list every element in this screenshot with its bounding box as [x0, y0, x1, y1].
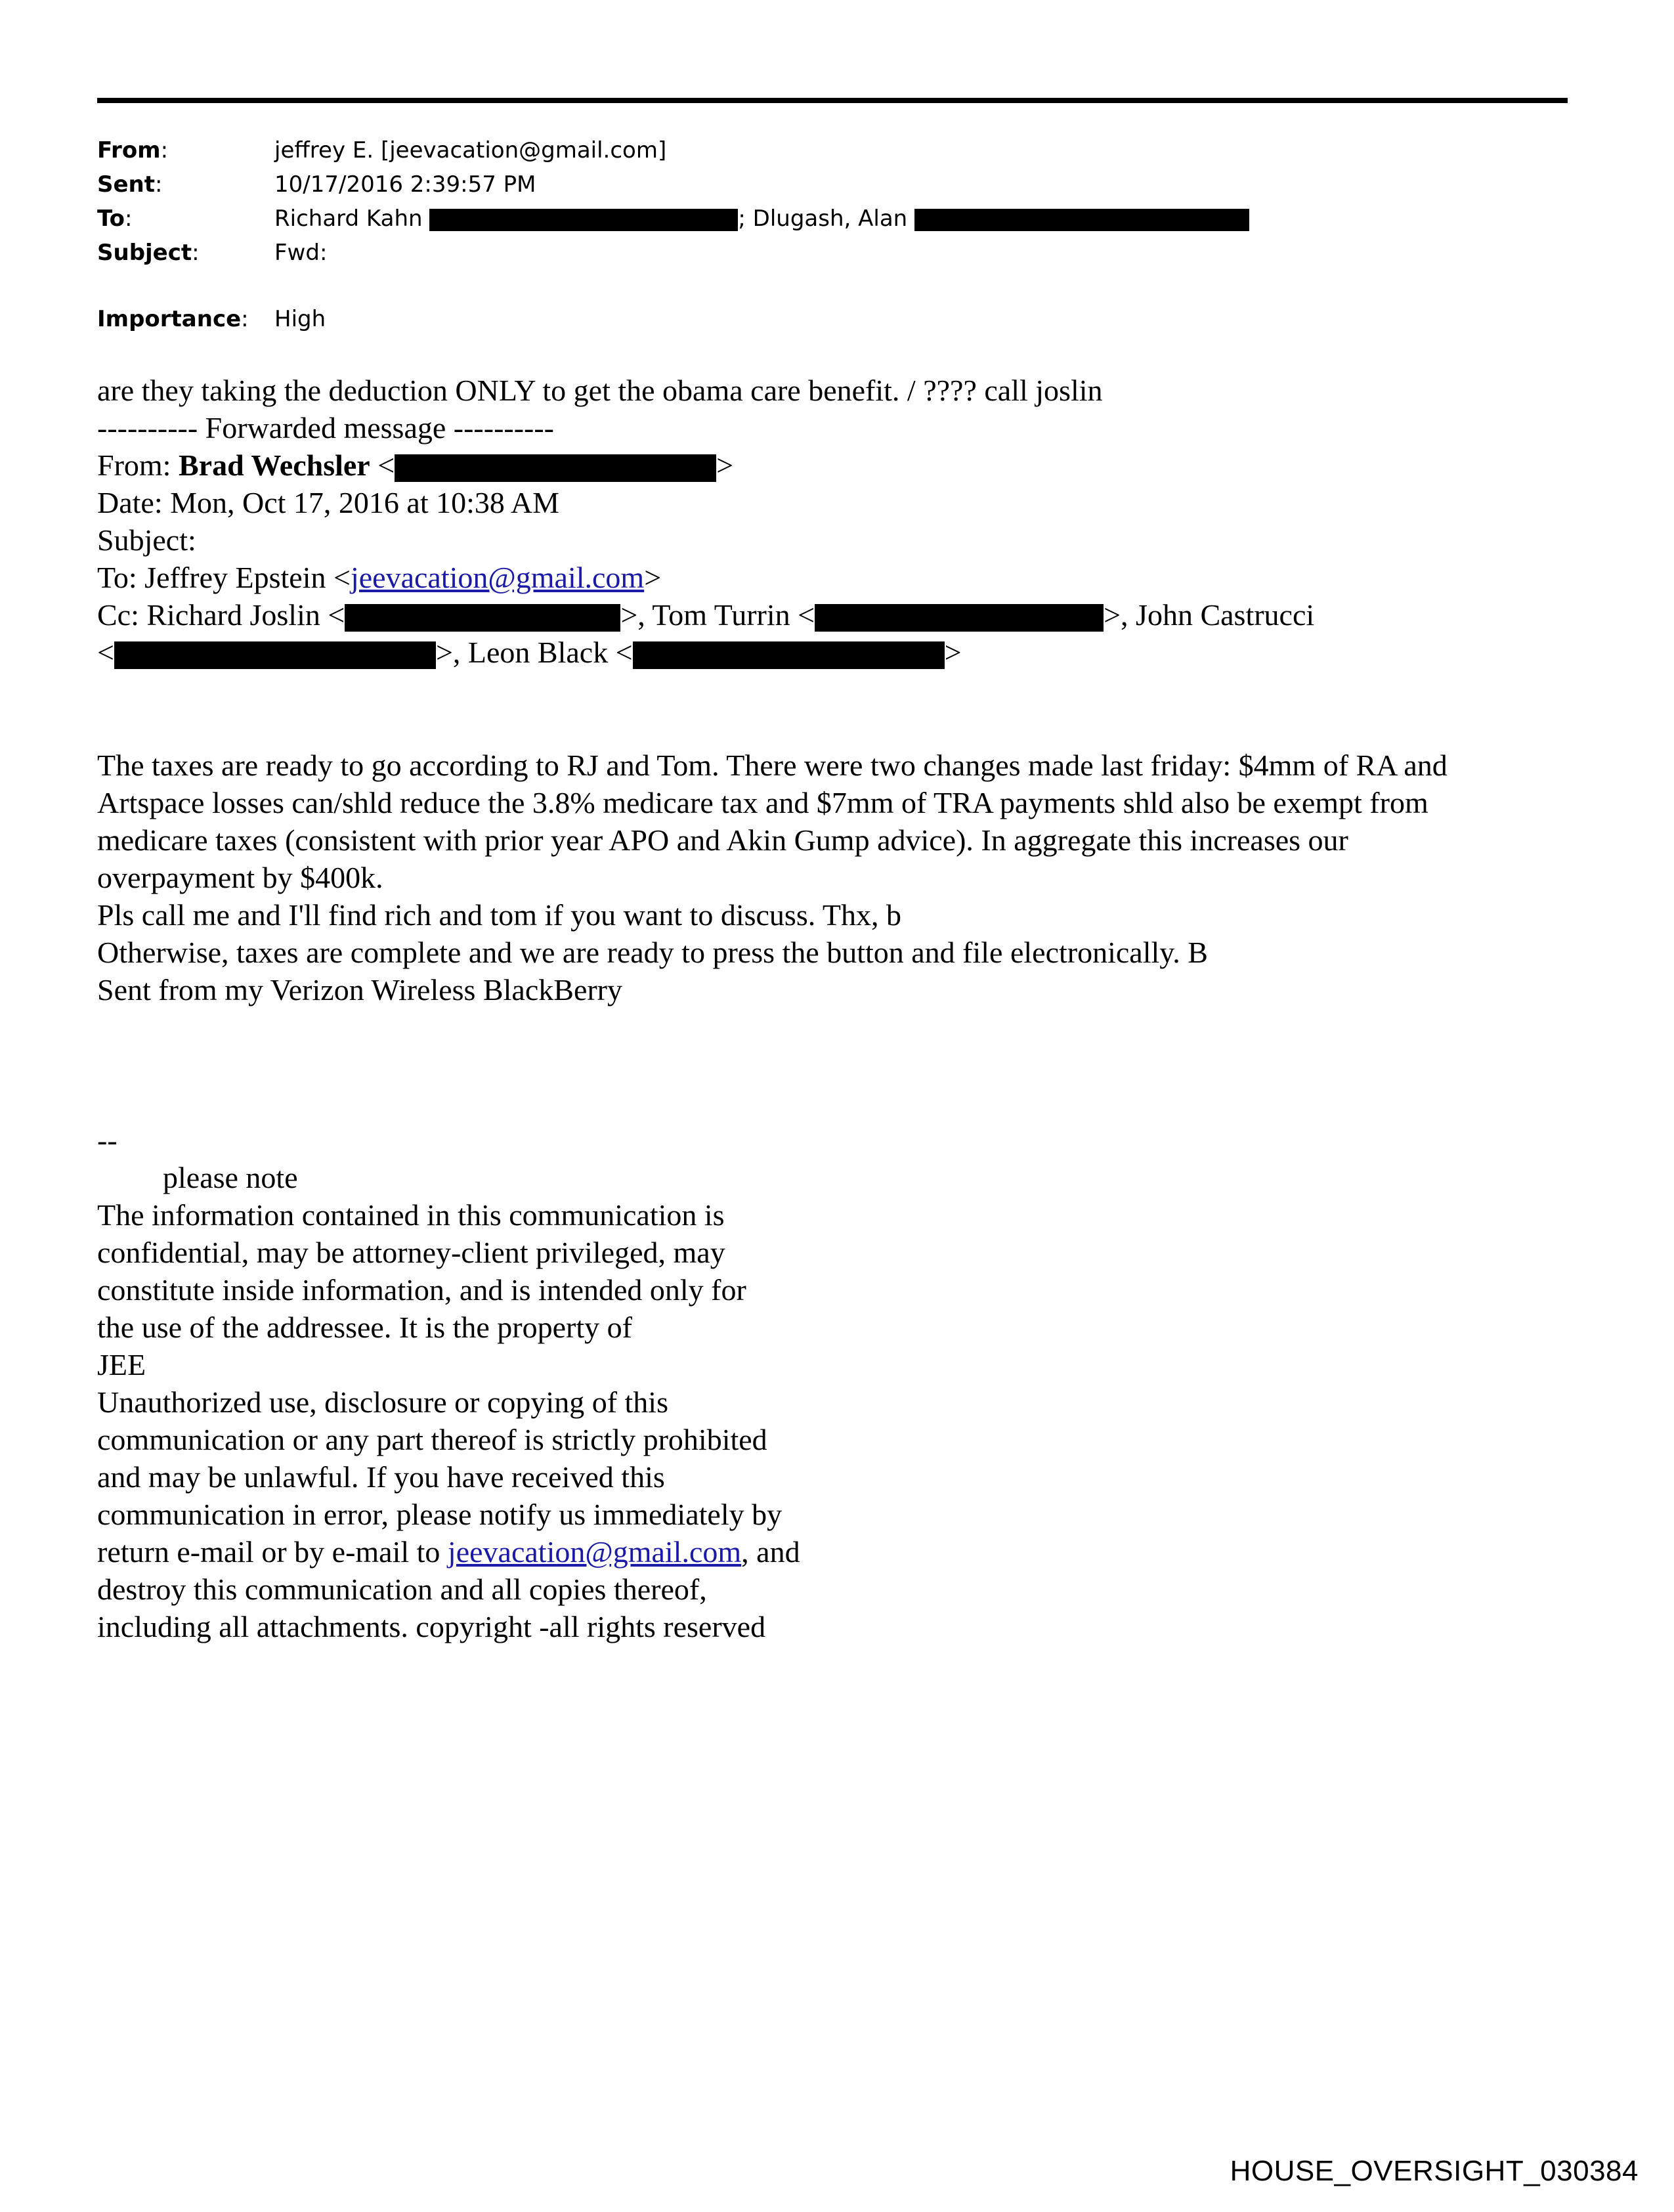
to-label: To: [97, 206, 125, 232]
disclaimer-line: communication in error, please notify us immediately by: [97, 1498, 783, 1531]
importance-value: High: [274, 306, 326, 332]
fwd-subject-line: Subject:: [97, 523, 196, 557]
disclaimer-line: including all attachments. copyright -all rights reserved: [97, 1610, 766, 1643]
fwd-cc-prefix: Cc: Richard Joslin <: [97, 598, 345, 632]
fwd-from-name: Brad Wechsler: [178, 448, 370, 482]
message-body: [97, 747, 1448, 1008]
disclaimer-line: Unauthorized use, disclosure or copying of this: [97, 1385, 668, 1419]
forwarded-separator: ---------- Forwarded message ----------: [97, 411, 554, 445]
fwd-to-prefix: To: Jeffrey Epstein <: [97, 561, 351, 594]
disclaimer-line: confidential, may be attorney-client privileged, may: [97, 1236, 725, 1269]
redaction-bar: [815, 604, 1104, 632]
signature-note: please note: [163, 1161, 298, 1194]
fwd-to-line: To: Jeffrey Epstein <jeevacation@gmail.com>: [97, 561, 662, 594]
to-separator: ; Dlugash, Alan: [738, 206, 908, 232]
redaction-bar: [345, 604, 620, 632]
sent-label: Sent: [97, 171, 156, 198]
to-value: [274, 202, 1249, 236]
message-line: overpayment by $400k.: [97, 861, 383, 894]
disclaimer-email-suffix: , and: [741, 1535, 800, 1569]
disclaimer-line: communication or any part thereof is strictly prohibited: [97, 1423, 767, 1456]
disclaimer-line: and may be unlawful. If you have received this: [97, 1460, 665, 1494]
message-line: Artspace losses can/shld reduce the 3.8% medicare tax and $7mm of TRA payments shld also be exempt from: [97, 786, 1428, 819]
disclaimer-line: destroy this communication and all copies thereof,: [97, 1572, 707, 1606]
message-line: medicare taxes (consistent with prior year APO and Akin Gump advice). In aggregate this increases our: [97, 823, 1348, 857]
from-label: From: [97, 137, 161, 163]
intro-line: are they taking the deduction ONLY to get the obama care benefit. / ???? call joslin: [97, 374, 1103, 407]
fwd-from-label: From:: [97, 448, 179, 482]
redaction-bar: [429, 209, 738, 231]
redaction-bar: [395, 454, 716, 482]
to-name-1: Richard Kahn: [274, 206, 423, 232]
sent-value: 10/17/2016 2:39:57 PM: [274, 171, 536, 198]
fwd-cc-john: >, John Castrucci: [1104, 598, 1315, 632]
disclaimer-line: constitute inside information, and is intended only for: [97, 1273, 746, 1307]
disclaimer-email-link[interactable]: jeevacation@gmail.com: [447, 1535, 742, 1569]
disclaimer-line: The information contained in this communication is: [97, 1198, 725, 1232]
fwd-cc-tom: >, Tom Turrin <: [620, 598, 815, 632]
subject-value: Fwd:: [274, 240, 328, 266]
fwd-cc-line-2: < >, Leon Black < >: [97, 636, 962, 669]
disclaimer-line: JEE: [97, 1348, 146, 1381]
subject-label: Subject: [97, 240, 192, 266]
fwd-from-line: From: Brad Wechsler < >: [97, 448, 734, 482]
message-line: Otherwise, taxes are complete and we are ready to press the button and file electronically. B: [97, 936, 1208, 969]
signature-dashes: --: [97, 1123, 118, 1157]
bates-number: HOUSE_OVERSIGHT_030384: [1230, 2155, 1639, 2187]
redaction-bar: [633, 641, 945, 669]
forward-block: [97, 372, 1314, 671]
from-value: jeffrey E. [jeevacation@gmail.com]: [274, 137, 667, 163]
redaction-bar: [114, 641, 436, 669]
fwd-cc-line: [97, 596, 1314, 634]
disclaimer-email-prefix: return e-mail or by e-mail to: [97, 1535, 448, 1569]
fwd-cc-leon: >, Leon Black <: [435, 636, 633, 669]
signature-block: [97, 1121, 800, 1645]
fwd-to-email-link[interactable]: jeevacation@gmail.com: [350, 561, 645, 594]
importance-label: Importance: [97, 306, 242, 332]
disclaimer-email-line: [97, 1533, 800, 1571]
disclaimer-line: the use of the addressee. It is the property of: [97, 1311, 632, 1344]
redaction-bar: [914, 209, 1249, 231]
message-line: Sent from my Verizon Wireless BlackBerry: [97, 973, 622, 1007]
message-line: Pls call me and I'll find rich and tom if you want to discuss. Thx, b: [97, 898, 901, 932]
fwd-date-line: Date: Mon, Oct 17, 2016 at 10:38 AM: [97, 486, 559, 519]
message-line: The taxes are ready to go according to RJ and Tom. There were two changes made last friday: $4mm of RA and: [97, 748, 1448, 782]
top-rule: [97, 98, 1568, 103]
